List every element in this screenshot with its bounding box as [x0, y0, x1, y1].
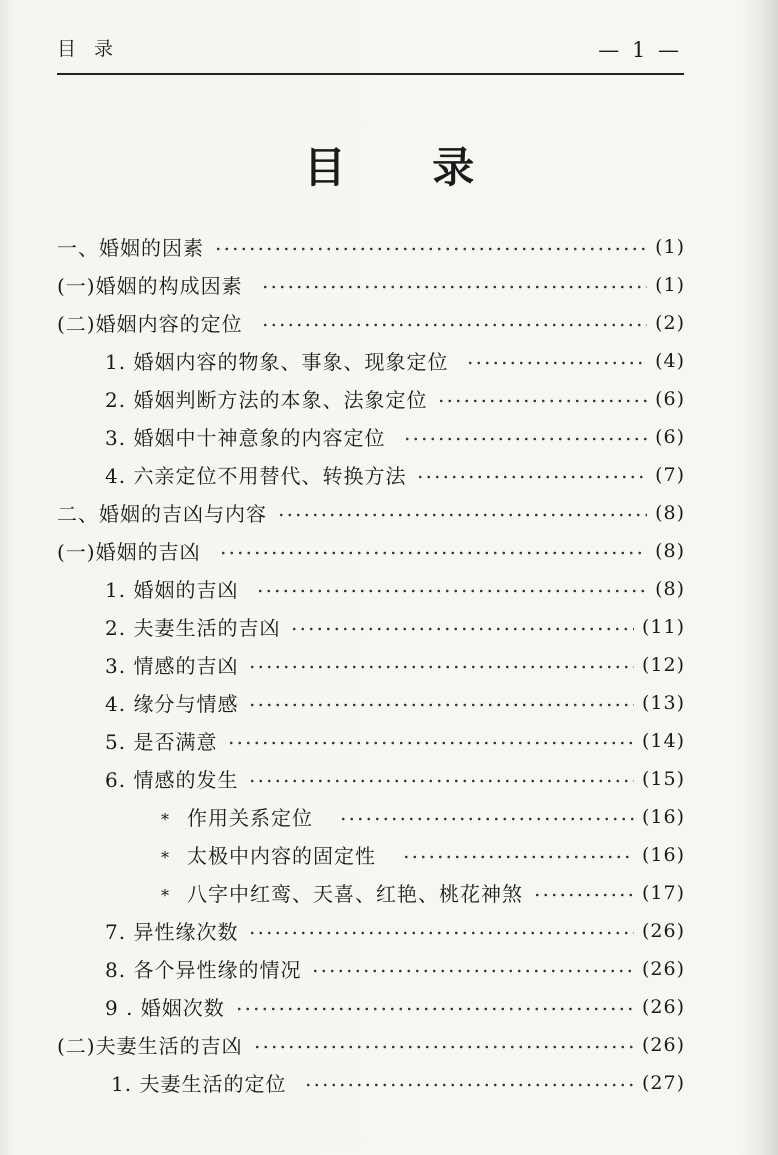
toc-entry-label: (二)婚姻内容的定位 [57, 312, 243, 336]
toc-entry [105, 950, 685, 987]
leader-dots [219, 543, 647, 563]
page-title: 目 录 [303, 143, 511, 192]
toc-entry [161, 798, 685, 835]
toc-entry [161, 874, 685, 911]
leader-dots [227, 733, 634, 753]
toc-entry-label: 二、婚姻的吉凶与内容 [57, 502, 267, 526]
running-header [57, 34, 684, 78]
toc-entry-page: (4) [655, 349, 685, 372]
toc-entry-page: (13) [641, 691, 685, 714]
toc-entry-page: (2) [655, 311, 685, 334]
toc-entry-label: (一)婚姻的构成因素 [57, 274, 243, 298]
toc-entry [105, 912, 685, 949]
toc-entry [105, 570, 685, 607]
toc-entry-page: (16) [641, 843, 685, 866]
toc-entry-page: (14) [641, 729, 685, 752]
toc-entry-text: 八字中红鸾、天喜、红艳、桃花神煞 [187, 882, 523, 906]
toc-entry-page: (11) [641, 615, 685, 638]
leader-dots [416, 467, 647, 487]
toc-entry-label: 4. 六亲定位不用替代、转换方法 [105, 464, 407, 488]
leader-dots [248, 771, 634, 791]
toc-entry [105, 722, 685, 759]
toc-entry-label: 8. 各个异性缘的情况 [105, 958, 302, 982]
leader-dots [256, 581, 647, 601]
toc-entry-label [161, 802, 313, 831]
leader-dots [214, 239, 647, 259]
toc-entry-label: 9 . 婚姻次数 [105, 996, 225, 1020]
leader-dots [304, 1075, 634, 1095]
leader-dots [437, 391, 647, 411]
toc-entry-label: 6. 情感的发生 [105, 768, 239, 792]
toc-entry-label: (二)夫妻生活的吉凶 [57, 1034, 243, 1058]
toc-entry-page: (7) [655, 463, 685, 486]
toc-entry-label: 3. 婚姻中十神意象的内容定位 [105, 426, 386, 450]
toc-entry [105, 760, 685, 797]
toc-entry [57, 266, 685, 303]
toc-entry [105, 342, 685, 379]
toc-entry-page: (8) [655, 539, 685, 562]
leader-dots [403, 429, 647, 449]
header-rule [57, 73, 684, 75]
toc-entry-text: 作用关系定位 [187, 806, 313, 830]
asterisk-bullet: * [161, 848, 170, 867]
toc-entry-label: 5. 是否满意 [105, 730, 218, 754]
toc-entry-page: (1) [655, 235, 685, 258]
page-number: — 1 — [598, 38, 682, 62]
leader-dots [235, 999, 634, 1019]
leader-dots [533, 885, 634, 905]
leader-dots [248, 923, 634, 943]
toc-entry [105, 380, 685, 417]
toc-entry-label: 1. 婚姻内容的物象、事象、现象定位 [105, 350, 449, 374]
toc-entry-page: (6) [655, 425, 685, 448]
toc-entry-page: (15) [641, 767, 685, 790]
leader-dots [261, 315, 647, 335]
toc-entry-label: 一、婚姻的因素 [57, 236, 204, 260]
toc-entry-label [161, 878, 523, 907]
leader-dots [311, 961, 634, 981]
toc-entry-page: (16) [641, 805, 685, 828]
leader-dots [402, 847, 634, 867]
toc-entry [57, 494, 685, 531]
toc-entry-page: (6) [655, 387, 685, 410]
toc-entry-label [161, 840, 376, 869]
toc-entry [57, 228, 685, 265]
toc-entry [57, 1026, 685, 1063]
leader-dots [248, 695, 634, 715]
leader-dots [277, 505, 647, 525]
toc-entry [105, 456, 685, 493]
leader-dots [466, 353, 647, 373]
leader-dots [290, 619, 634, 639]
toc-entry-label: 2. 夫妻生活的吉凶 [105, 616, 281, 640]
toc-entry-page: (12) [641, 653, 685, 676]
toc-entry-page: (8) [655, 501, 685, 524]
toc-entry-page: (8) [655, 577, 685, 600]
toc-entry-page: (26) [641, 919, 685, 942]
toc-entry-label: 2. 婚姻判断方法的本象、法象定位 [105, 388, 428, 412]
toc-entry-page: (26) [641, 1033, 685, 1056]
toc-entry-page: (27) [641, 1071, 685, 1094]
toc-entry-label: 3. 情感的吉凶 [105, 654, 239, 678]
toc-entry [105, 418, 685, 455]
toc-entry [105, 684, 685, 721]
toc-entry-label: 1. 夫妻生活的定位 [111, 1072, 287, 1096]
toc-entry-page: (26) [641, 995, 685, 1018]
toc-entry-page: (1) [655, 273, 685, 296]
toc-entry-page: (26) [641, 957, 685, 980]
toc-entry [111, 1064, 685, 1101]
toc-entry [105, 646, 685, 683]
toc-entry-label: (一)婚姻的吉凶 [57, 540, 201, 564]
toc-entry [57, 304, 685, 341]
running-title: 目录 [57, 38, 132, 60]
leader-dots [261, 277, 647, 297]
leader-dots [248, 657, 634, 677]
toc-entry-label: 4. 缘分与情感 [105, 692, 239, 716]
toc-entry [105, 608, 685, 645]
asterisk-bullet: * [161, 810, 170, 829]
asterisk-bullet: * [161, 886, 170, 905]
toc-entry [57, 532, 685, 569]
toc-entry-label: 7. 异性缘次数 [105, 920, 239, 944]
leader-dots [253, 1037, 634, 1057]
toc-entry-page: (17) [641, 881, 685, 904]
toc-entry-label: 1. 婚姻的吉凶 [105, 578, 239, 602]
leader-dots [339, 809, 634, 829]
toc-entry [105, 988, 685, 1025]
toc-entry [161, 836, 685, 873]
toc-entry-text: 太极中内容的固定性 [187, 844, 376, 868]
